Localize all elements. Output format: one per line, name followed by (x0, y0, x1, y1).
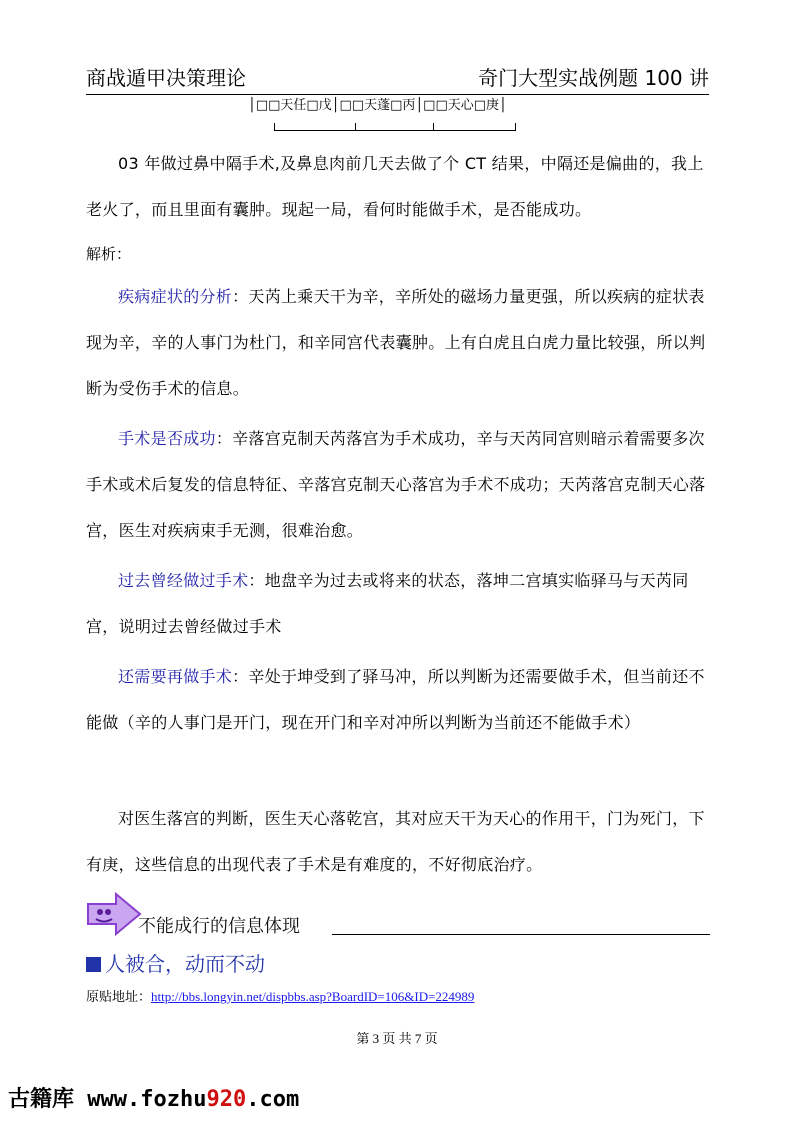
section-heading (86, 950, 265, 978)
symptom-analysis-label: 疾病症状的分析 (118, 287, 233, 306)
further-surgery-label: 还需要再做手术 (118, 667, 233, 686)
site-watermark (8, 1082, 299, 1113)
page-footer: 第 3 页 共 7 页 (356, 1031, 438, 1046)
watermark-text-2: 920 (206, 1087, 247, 1112)
further-surgery-text: ：辛处于坤受到了驿马冲，所以判断为还需要做手术，但当前还不能做（辛的人事门是开门，现在开门和辛对冲所以判断为当前还不能做手术） (86, 667, 705, 732)
paragraph-1: 03 年做过鼻中隔手术,及鼻息肉前几天去做了个 CT 结果，中隔还是偏曲的，我上老火了，而且里面有囊肿。现起一局，看何时能做手术，是否能成功。 (86, 154, 704, 219)
banner-title: 不能成行的信息体现 (138, 916, 300, 937)
banner-underline (332, 934, 710, 935)
symptom-analysis-text: ：天芮上乘天干为辛，辛所处的磁场力量更强，所以疾病的症状表现为辛，辛的人事门为杜门，和辛同宫代表囊肿。上有白虎且白虎力量比较强，所以判断为受伤手术的信息。 (86, 287, 706, 398)
past-surgery-text: ：地盘辛为过去或将来的状态，落坤二宫填实临驿马与天芮同宫，说明过去曾经做过手术 (86, 571, 689, 636)
paragraph-past-surgery (86, 558, 711, 650)
paragraph-doctor-palace: 对医生落宫的判断，医生天心落乾宫，其对应天干为天心的作用干，门为死门，下有庚，这些信息的出现代表了手术是有难度的，不好彻底治疗。 (86, 809, 705, 874)
surgery-success-label: 手术是否成功 (118, 429, 216, 448)
square-bullet-icon (86, 957, 101, 972)
pointing-hand-arrow-icon (86, 890, 144, 938)
paragraph-symptom-analysis (86, 274, 711, 412)
qimen-grid-bottom-border (274, 123, 516, 131)
source-line (86, 986, 474, 1008)
analysis-label: 解析： (86, 245, 132, 263)
qimen-grid-fragment: │□□天任□戊│□□天蓬□丙│□□天心□庚│ (248, 98, 507, 113)
paragraph-further-surgery (86, 654, 711, 746)
page-header (86, 64, 709, 95)
section-heading-text: 人被合，动而不动 (105, 952, 265, 976)
surgery-success-text: ：辛落宫克制天芮落宫为手术成功，辛与天芮同宫则暗示着需要多次手术或术后复发的信息特征、辛落宫克制天心落宫为手术不成功；天芮落宫克制天心落宫，医生对疾病束手无测，很难治愈。 (86, 429, 706, 540)
watermark-text-3: .com (246, 1087, 300, 1112)
header-right-title: 奇门大型实战例题 100 讲 (478, 66, 709, 90)
section-banner (86, 888, 711, 938)
watermark-text-1: 古籍库 www.fozhu (8, 1087, 207, 1112)
header-left-title: 商战遁甲决策理论 (86, 66, 246, 90)
paragraph-surgery-success (86, 416, 711, 554)
past-surgery-label: 过去曾经做过手术 (118, 571, 249, 590)
source-label: 原贴地址： (86, 989, 152, 1004)
source-link[interactable]: http://bbs.longyin.net/dispbbs.asp?BoardID=106&ID=224989 (151, 989, 475, 1004)
